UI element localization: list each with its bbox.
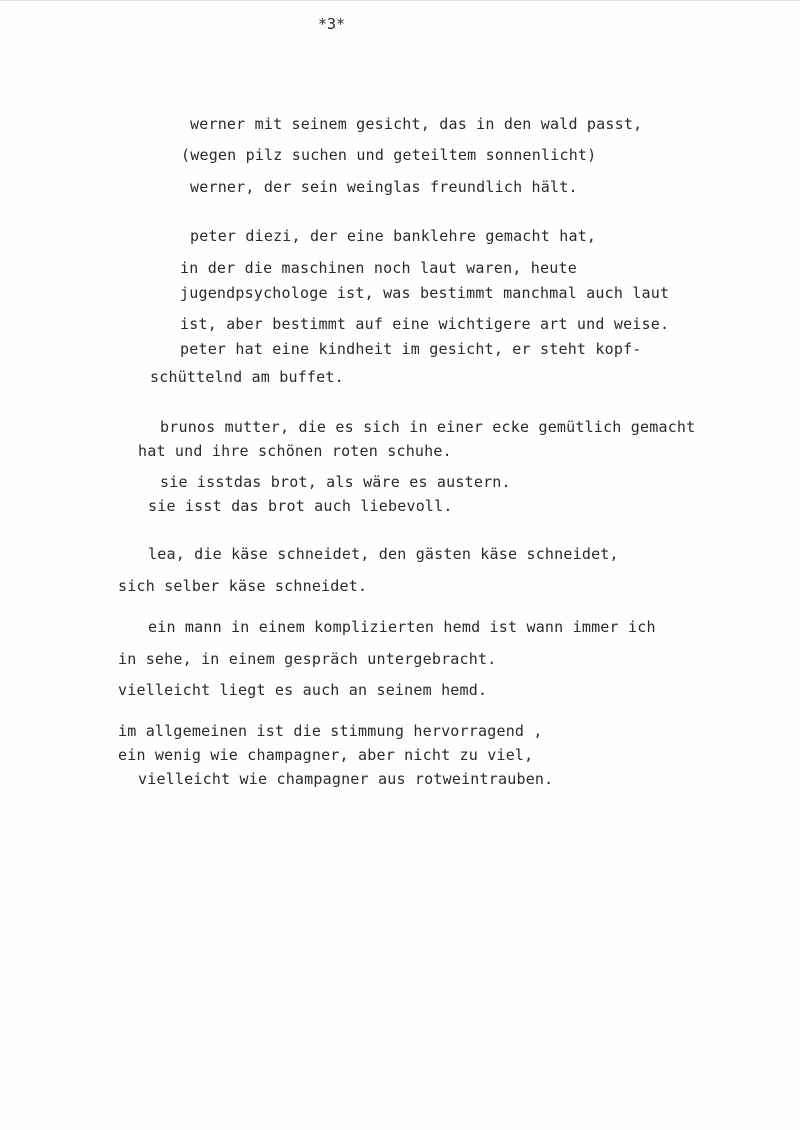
text-line: im allgemeinen ist die stimmung hervorragend ,: [118, 722, 543, 740]
text-line: ist, aber bestimmt auf eine wichtigere art und weise.: [180, 315, 670, 333]
text-line: in der die maschinen noch laut waren, heute: [180, 259, 577, 277]
text-line: ein mann in einem komplizierten hemd ist wann immer ich: [148, 618, 656, 636]
text-line: vielleicht wie champagner aus rotweintrauben.: [138, 770, 554, 788]
text-line: werner, der sein weinglas freundlich hält.: [190, 178, 578, 196]
text-line: sie isstdas brot, als wäre es austern.: [160, 473, 511, 491]
page-number: *3*: [318, 15, 346, 33]
text-line: in sehe, in einem gespräch untergebracht.: [118, 650, 497, 668]
text-line: peter hat eine kindheit im gesicht, er steht kopf-: [180, 340, 642, 358]
text-line: lea, die käse schneidet, den gästen käse schneidet,: [148, 545, 619, 563]
text-line: peter diezi, der eine banklehre gemacht hat,: [190, 227, 597, 245]
text-line: hat und ihre schönen roten schuhe.: [138, 442, 452, 460]
text-line: werner mit seinem gesicht, das in den wald passt,: [190, 115, 643, 133]
text-line: (wegen pilz suchen und geteiltem sonnenlicht): [181, 146, 597, 164]
text-line: ein wenig wie champagner, aber nicht zu viel,: [118, 746, 534, 764]
text-line: vielleicht liegt es auch an seinem hemd.: [118, 681, 488, 699]
text-line: schüttelnd am buffet.: [150, 368, 344, 386]
page-top-edge: [0, 0, 800, 1]
text-line: jugendpsychologe ist, was bestimmt manchmal auch laut: [180, 284, 670, 302]
text-line: brunos mutter, die es sich in einer ecke gemütlich gemacht: [160, 418, 696, 436]
text-line: sich selber käse schneidet.: [118, 577, 368, 595]
text-line: sie isst das brot auch liebevoll.: [148, 497, 453, 515]
